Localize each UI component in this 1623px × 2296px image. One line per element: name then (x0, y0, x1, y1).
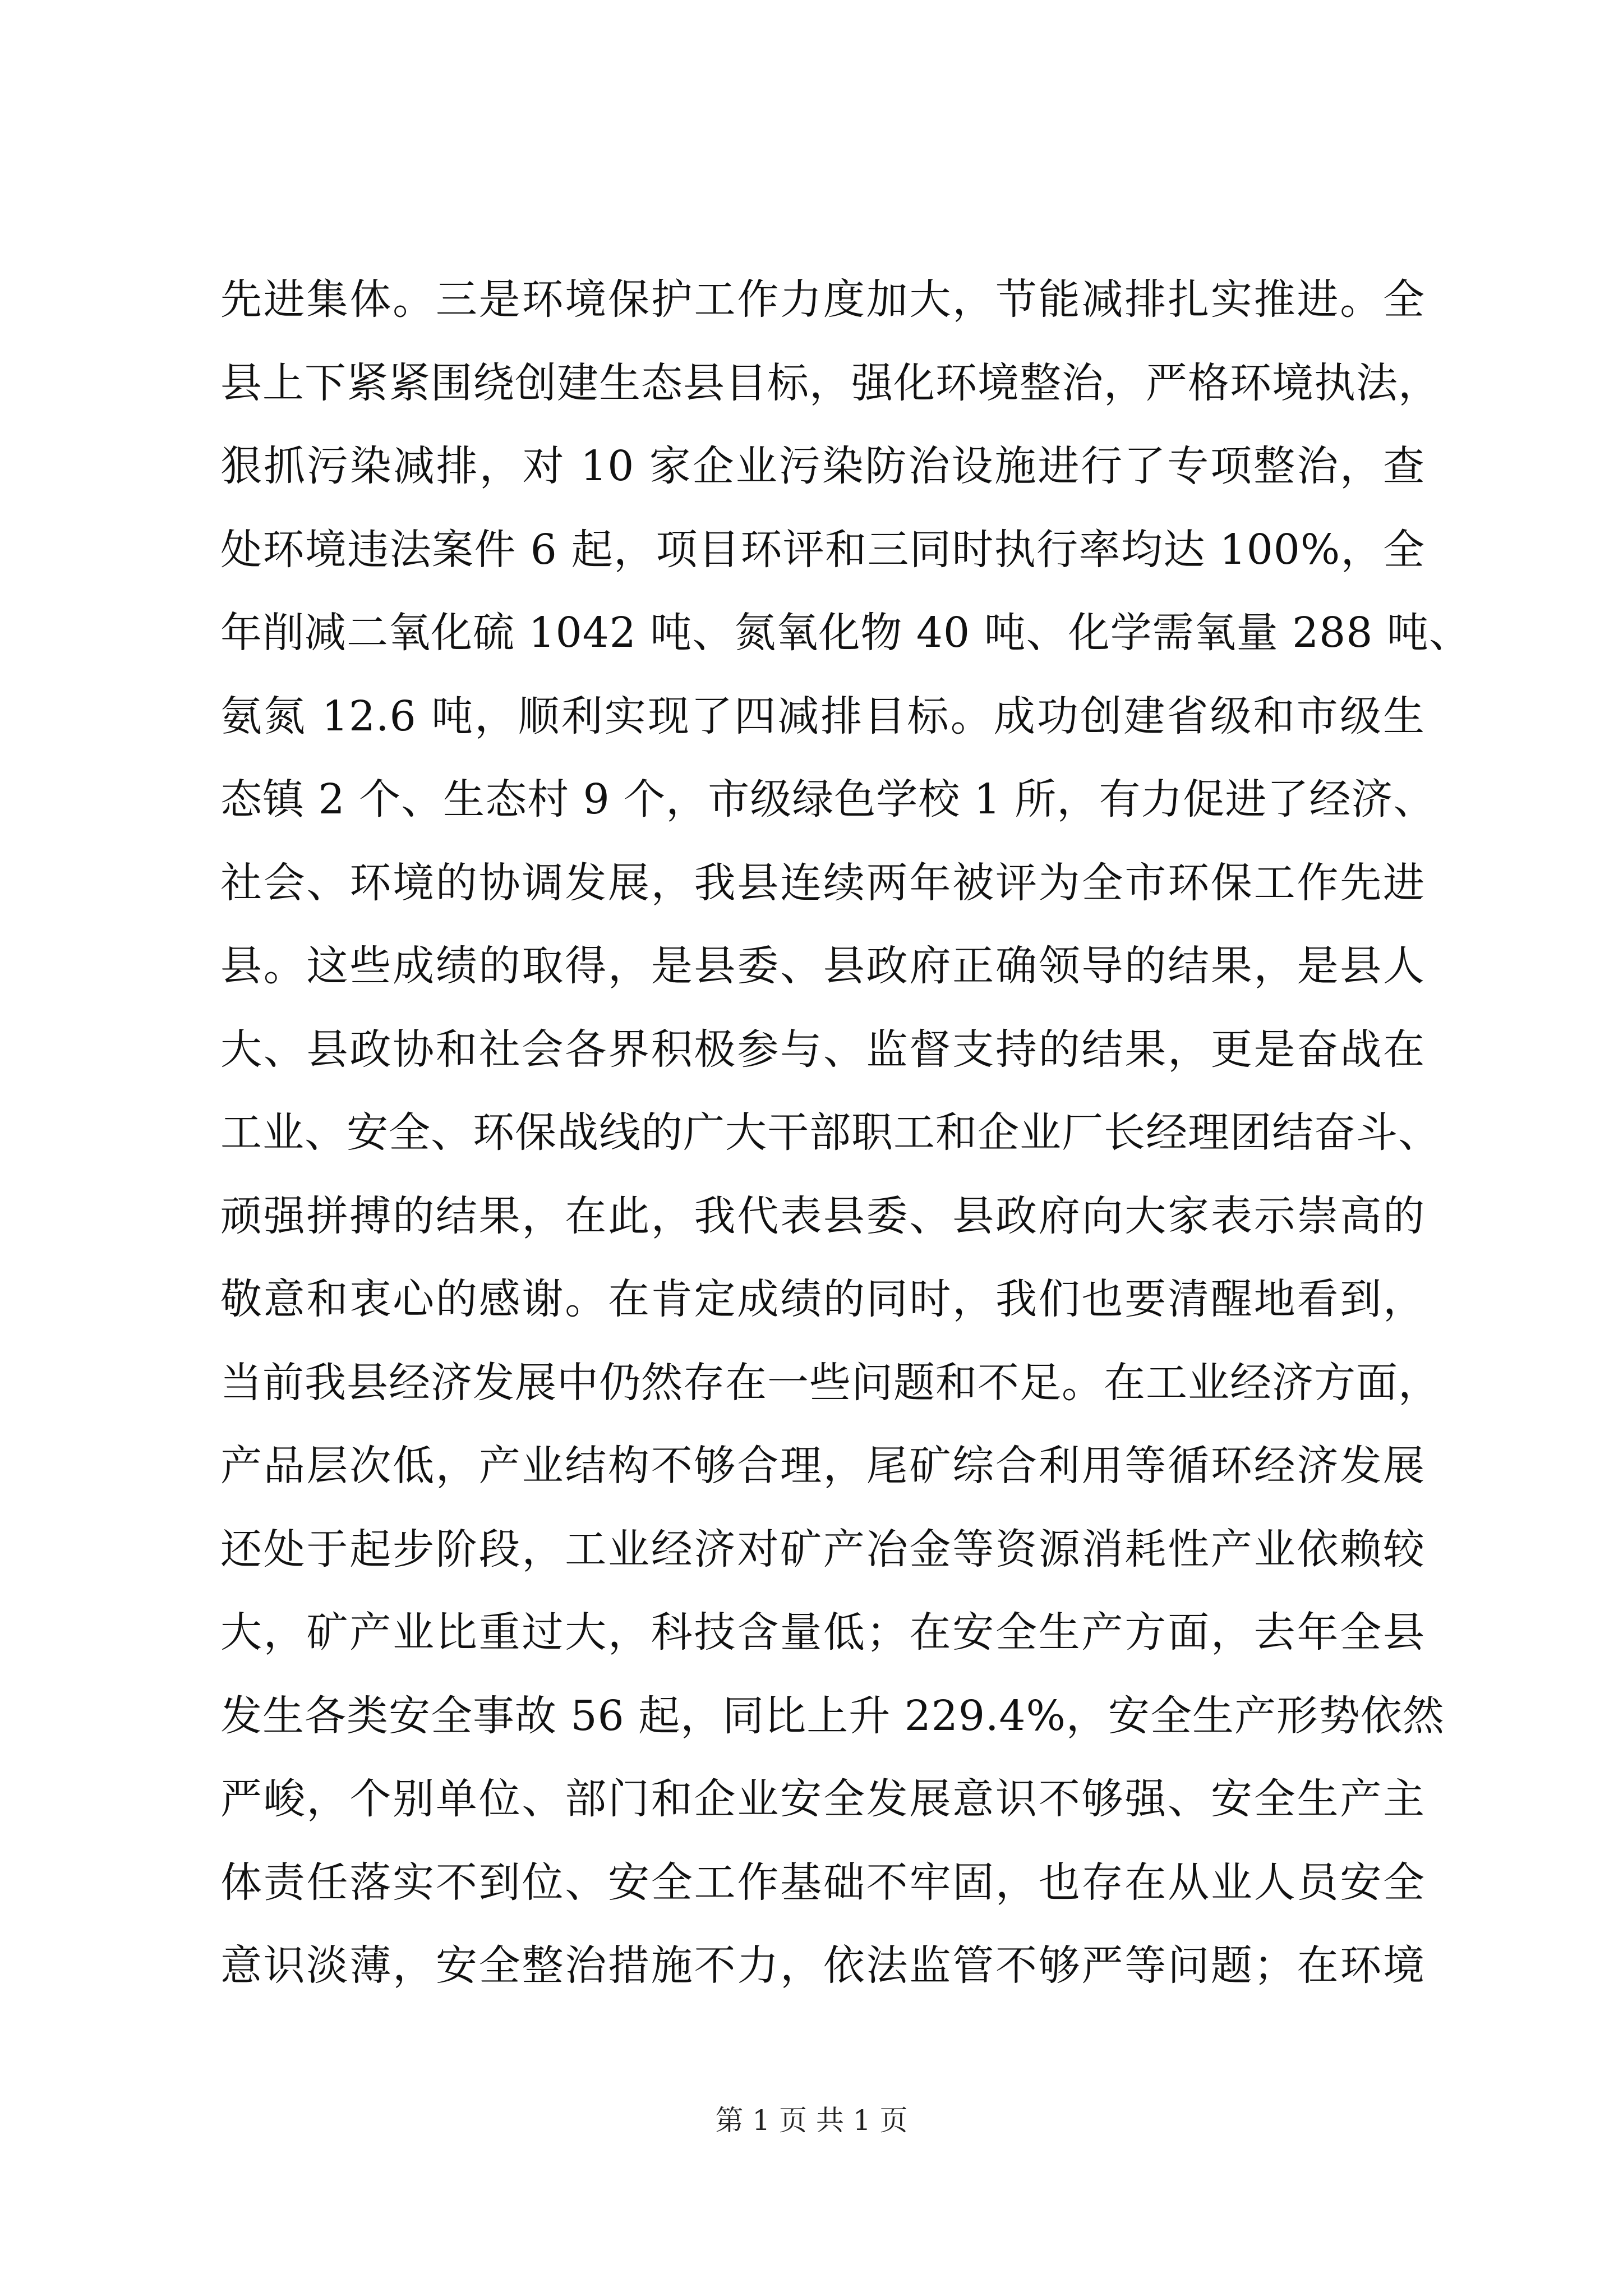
page-number-footer: 第 1 页 共 1 页 (715, 2104, 908, 2137)
text-line: 处环境违法案件 6 起，项目环评和三同时执行率均达 100%，全 (220, 525, 1425, 574)
text-line: 先进集体。三是环境保护工作力度加大，节能减排扎实推进。全 (220, 275, 1425, 324)
text-line: 严峻，个别单位、部门和企业安全发展意识不够强、安全生产主 (220, 1775, 1425, 1823)
document-body (220, 258, 1471, 2008)
text-line: 当前我县经济发展中仍然存在一些问题和不足。在工业经济方面， (220, 1358, 1440, 1407)
text-line: 意识淡薄，安全整治措施不力，依法监管不够严等问题；在环境 (220, 1941, 1425, 1990)
text-line: 工业、安全、环保战线的广大干部职工和企业厂长经理团结奋斗、 (220, 1108, 1440, 1157)
text-line: 县上下紧紧围绕创建生态县目标，强化环境整治，严格环境执法， (220, 358, 1440, 407)
text-line: 氨氮 12.6 吨，顺利实现了四减排目标。成功创建省级和市级生 (220, 692, 1425, 740)
text-line: 产品层次低，产业结构不够合理，尾矿综合利用等循环经济发展 (220, 1442, 1425, 1490)
text-line: 县。这些成绩的取得，是县委、县政府正确领导的结果，是县人 (220, 942, 1425, 990)
text-line: 体责任落实不到位、安全工作基础不牢固，也存在从业人员安全 (220, 1858, 1425, 1907)
text-line: 狠抓污染减排，对 10 家企业污染防治设施进行了专项整治，查 (220, 442, 1425, 490)
text-line: 态镇 2 个、生态村 9 个，市级绿色学校 1 所，有力促进了经济、 (220, 775, 1436, 823)
text-line: 社会、环境的协调发展，我县连续两年被评为全市环保工作先进 (220, 858, 1425, 907)
text-line: 还处于起步阶段，工业经济对矿产冶金等资源消耗性产业依赖较 (220, 1525, 1425, 1573)
text-line: 大、县政协和社会各界积极参与、监督支持的结果，更是奋战在 (220, 1025, 1425, 1074)
text-line: 发生各类安全事故 56 起，同比上升 229.4%，安全生产形势依然 (220, 1691, 1445, 1740)
text-line: 大，矿产业比重过大，科技含量低；在安全生产方面，去年全县 (220, 1608, 1425, 1657)
text-line: 年削减二氧化硫 1042 吨、氮氧化物 40 吨、化学需氧量 288 吨、 (220, 609, 1471, 657)
text-line: 敬意和衷心的感谢。在肯定成绩的同时，我们也要清醒地看到， (220, 1275, 1425, 1323)
text-line: 顽强拼搏的结果，在此，我代表县委、县政府向大家表示崇高的 (220, 1191, 1425, 1240)
